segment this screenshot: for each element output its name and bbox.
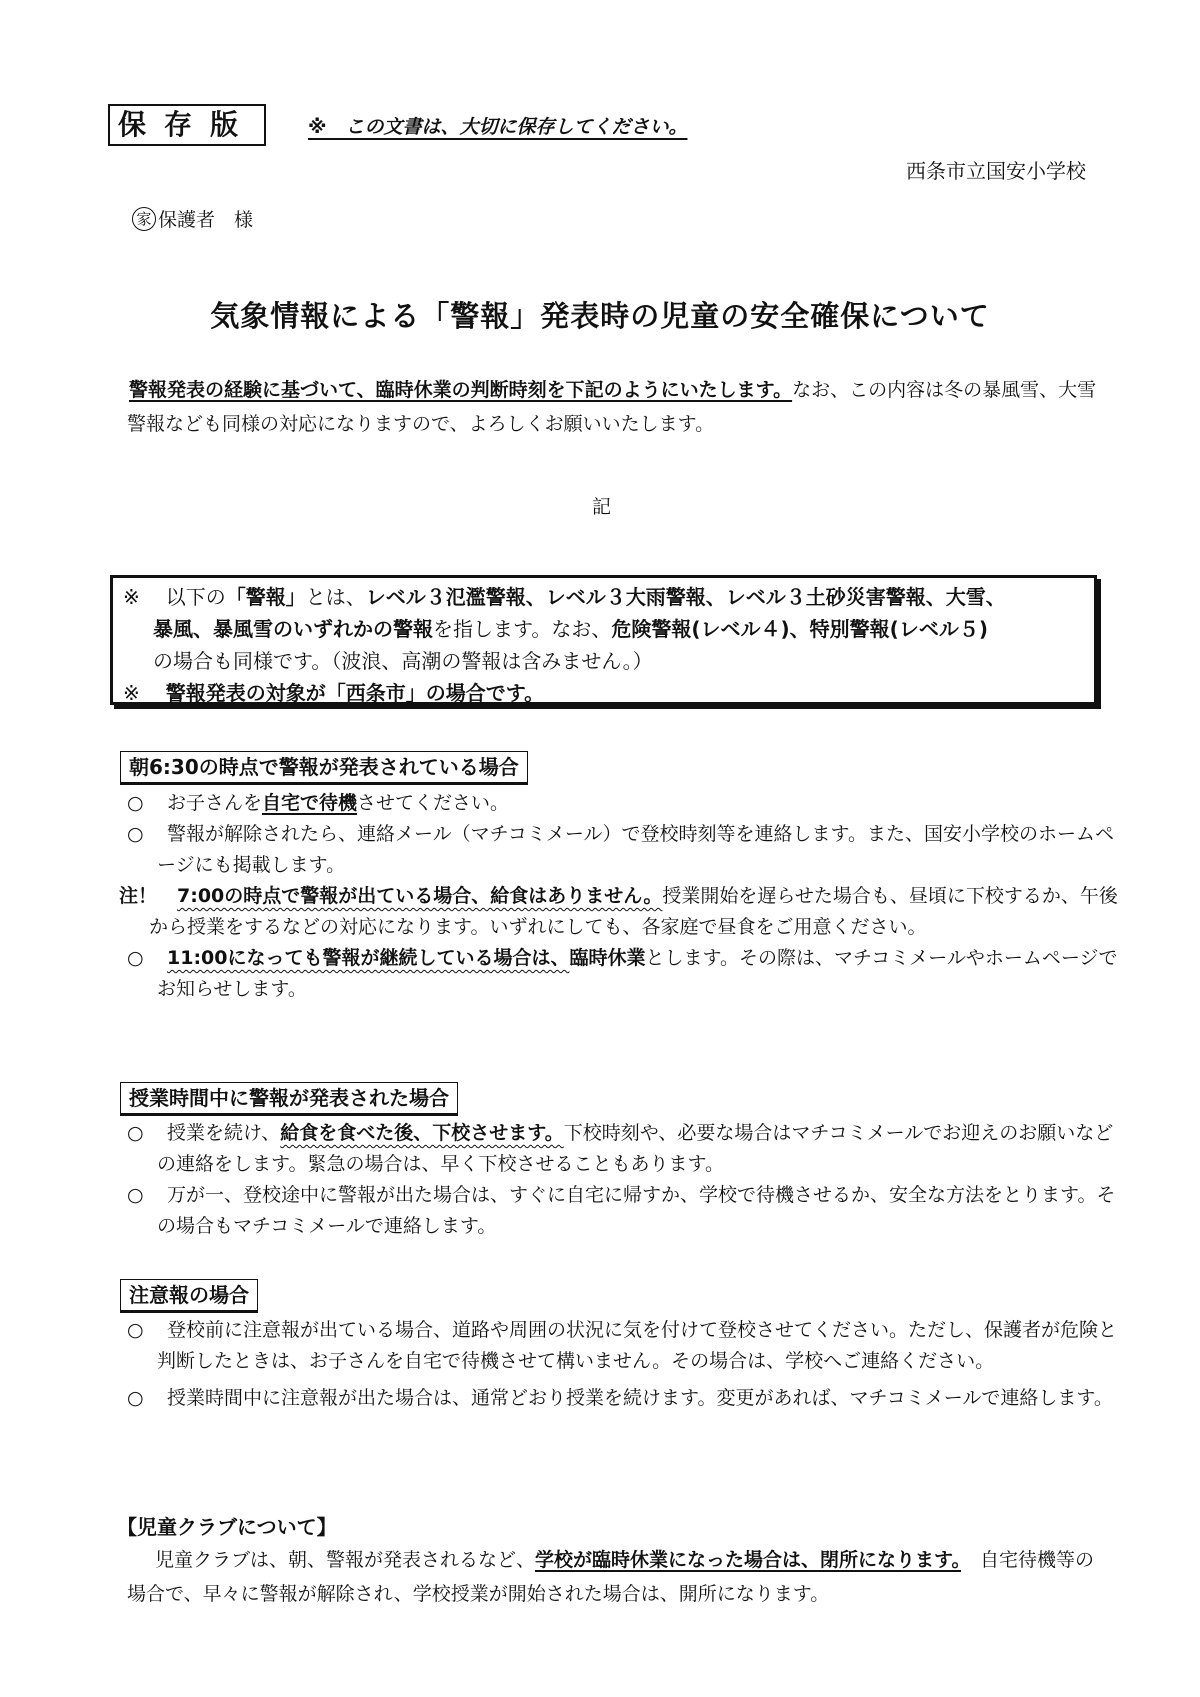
item-text: とします。その際は、マチコミメールやホームページでお知らせします。 [157, 947, 1118, 1000]
item-text: 万が一、登校途中に警報が出た場合は、すぐに自宅に帰すか、学校で待機させるか、安全な方法をとります。その場合もマチコミメールで連絡します。 [157, 1184, 1116, 1237]
kids-club-emphasis: 学校が臨時休業になった場合は、閉所になります。 [535, 1549, 961, 1571]
item-text: させてください。 [357, 792, 510, 814]
attention-mark: 注！ [119, 885, 158, 907]
notice-keyword: 「警報」 [225, 585, 306, 609]
notice-text: を指します。なお、 [433, 617, 612, 641]
notice-line-4 [123, 677, 1086, 709]
item-text: 授業開始を遅らせた場合も、昼頃に下校するか、午後から授業をするなどの対応になります。いずれにしても、各家庭で昼食をご用意ください。 [149, 885, 1118, 938]
kids-club-text: 児童クラブは、朝、警報が発表されるなど、 [155, 1549, 536, 1571]
notice-warning-list: レベル３氾濫警報、レベル３大雨警報、レベル３土砂災害警報、大雪、 [365, 585, 1006, 609]
list-item [127, 1180, 1132, 1242]
notice-text: とは、 [305, 585, 366, 609]
item-text: 授業を続け、 [167, 1122, 281, 1144]
circle-bullet: ○ [127, 1319, 144, 1341]
section-heading-morning: 朝6:30の時点で警報が発表されている場合 [120, 751, 528, 785]
list-item [127, 1118, 1132, 1180]
intro-paragraph [127, 373, 1102, 441]
list-item [127, 1315, 1132, 1377]
notice-box [110, 575, 1097, 705]
section-during-class-items [127, 1118, 1132, 1242]
notice-mark-1: ※ [123, 585, 140, 609]
notice-target-area: 警報発表の対象が「西条市」の場合です。 [165, 681, 545, 705]
item-text: お子さんを [167, 792, 263, 814]
addressee [132, 205, 253, 232]
item-text: 授業時間中に注意報が出た場合は、通常どおり授業を続けます。変更があれば、マチコミメールで連絡します。 [167, 1387, 1113, 1409]
item-emphasis: 臨時休業 [569, 947, 646, 969]
item-emphasis: 11:00になっても警報が継続している場合は、 [167, 947, 570, 969]
notice-mark-2: ※ [123, 681, 140, 705]
addressee-text: 保護者 様 [158, 209, 254, 231]
school-name: 西条市立国安小学校 [906, 159, 1086, 183]
list-item [127, 788, 1132, 819]
item-emphasis: 給食を食べた後、下校させます。 [280, 1122, 564, 1144]
notice-special-warnings: 危険警報(レベル４)、特別警報(レベル５) [611, 617, 988, 641]
item-text: 登校前に注意報が出ている場合、道路や周囲の状況に気を付けて登校させてください。ただし、保護者が危険と判断したときは、お子さんを自宅で待機させて構いません。その場合は、学校へご連絡ください。 [157, 1319, 1118, 1372]
ki-heading: 記 [592, 496, 612, 518]
kids-club-text: 自宅待機等の場合で、早々に警報が解除され、学校授業が開始された場合は、開所になります。 [127, 1549, 1095, 1605]
circle-bullet: ○ [127, 947, 144, 969]
family-circle-icon: 家 [132, 207, 156, 231]
intro-rest: なお、この内容は冬の暴風雪、大雪警報なども同様の対応になりますので、よろしくお願いいたします。 [127, 379, 1097, 435]
item-emphasis: 7:00の時点で警報が出ている場合、給食はありません。 [177, 885, 663, 907]
circle-bullet: ○ [127, 1122, 144, 1144]
notice-text: の場合も同様です。（波浪、高潮の警報は含みません。） [153, 649, 653, 673]
notice-line-1 [123, 581, 1086, 613]
list-item-lunch-notice [119, 881, 1124, 943]
kids-club-paragraph [127, 1543, 1102, 1611]
circle-bullet: ○ [127, 792, 144, 814]
circle-bullet: ○ [127, 1387, 144, 1409]
list-item [127, 943, 1132, 1005]
notice-line-3 [123, 645, 1086, 677]
notice-warning-list: 暴風、暴風雪のいずれかの警報 [153, 617, 433, 641]
circle-bullet: ○ [127, 823, 144, 845]
notice-text: 以下の [165, 585, 226, 609]
preserve-note: ※ この文書は、大切に保存してください。 [308, 116, 688, 138]
kids-club-heading: 【児童クラブについて】 [117, 1515, 337, 1539]
item-text: 下校時刻や、必要な場合はマチコミメールでお迎えのお願いなどの連絡をします。緊急の場合は、早く下校させることもあります。 [157, 1122, 1114, 1175]
intro-bold: 警報発表の経験に基づいて、臨時休業の判断時刻を下記のようにいたします。 [129, 379, 793, 401]
section-heading-during-class: 授業時間中に警報が発表された場合 [120, 1082, 458, 1116]
notice-line-2 [123, 613, 1086, 645]
circle-bullet: ○ [127, 1184, 144, 1206]
list-item [127, 819, 1132, 881]
section-heading-advisory: 注意報の場合 [120, 1279, 258, 1313]
section-morning-items [119, 788, 1132, 1005]
item-text: 警報が解除されたら、連絡メール（マチコミメール）で登校時刻等を連絡します。また、国安小学校のホームページにも掲載します。 [157, 823, 1114, 876]
preserve-label: 保存版 [108, 104, 266, 146]
document-title: 気象情報による「警報」発表時の児童の安全確保について [210, 299, 990, 333]
section-advisory-items [127, 1315, 1132, 1414]
item-emphasis: 自宅で待機 [262, 792, 358, 814]
list-item [127, 1383, 1132, 1414]
